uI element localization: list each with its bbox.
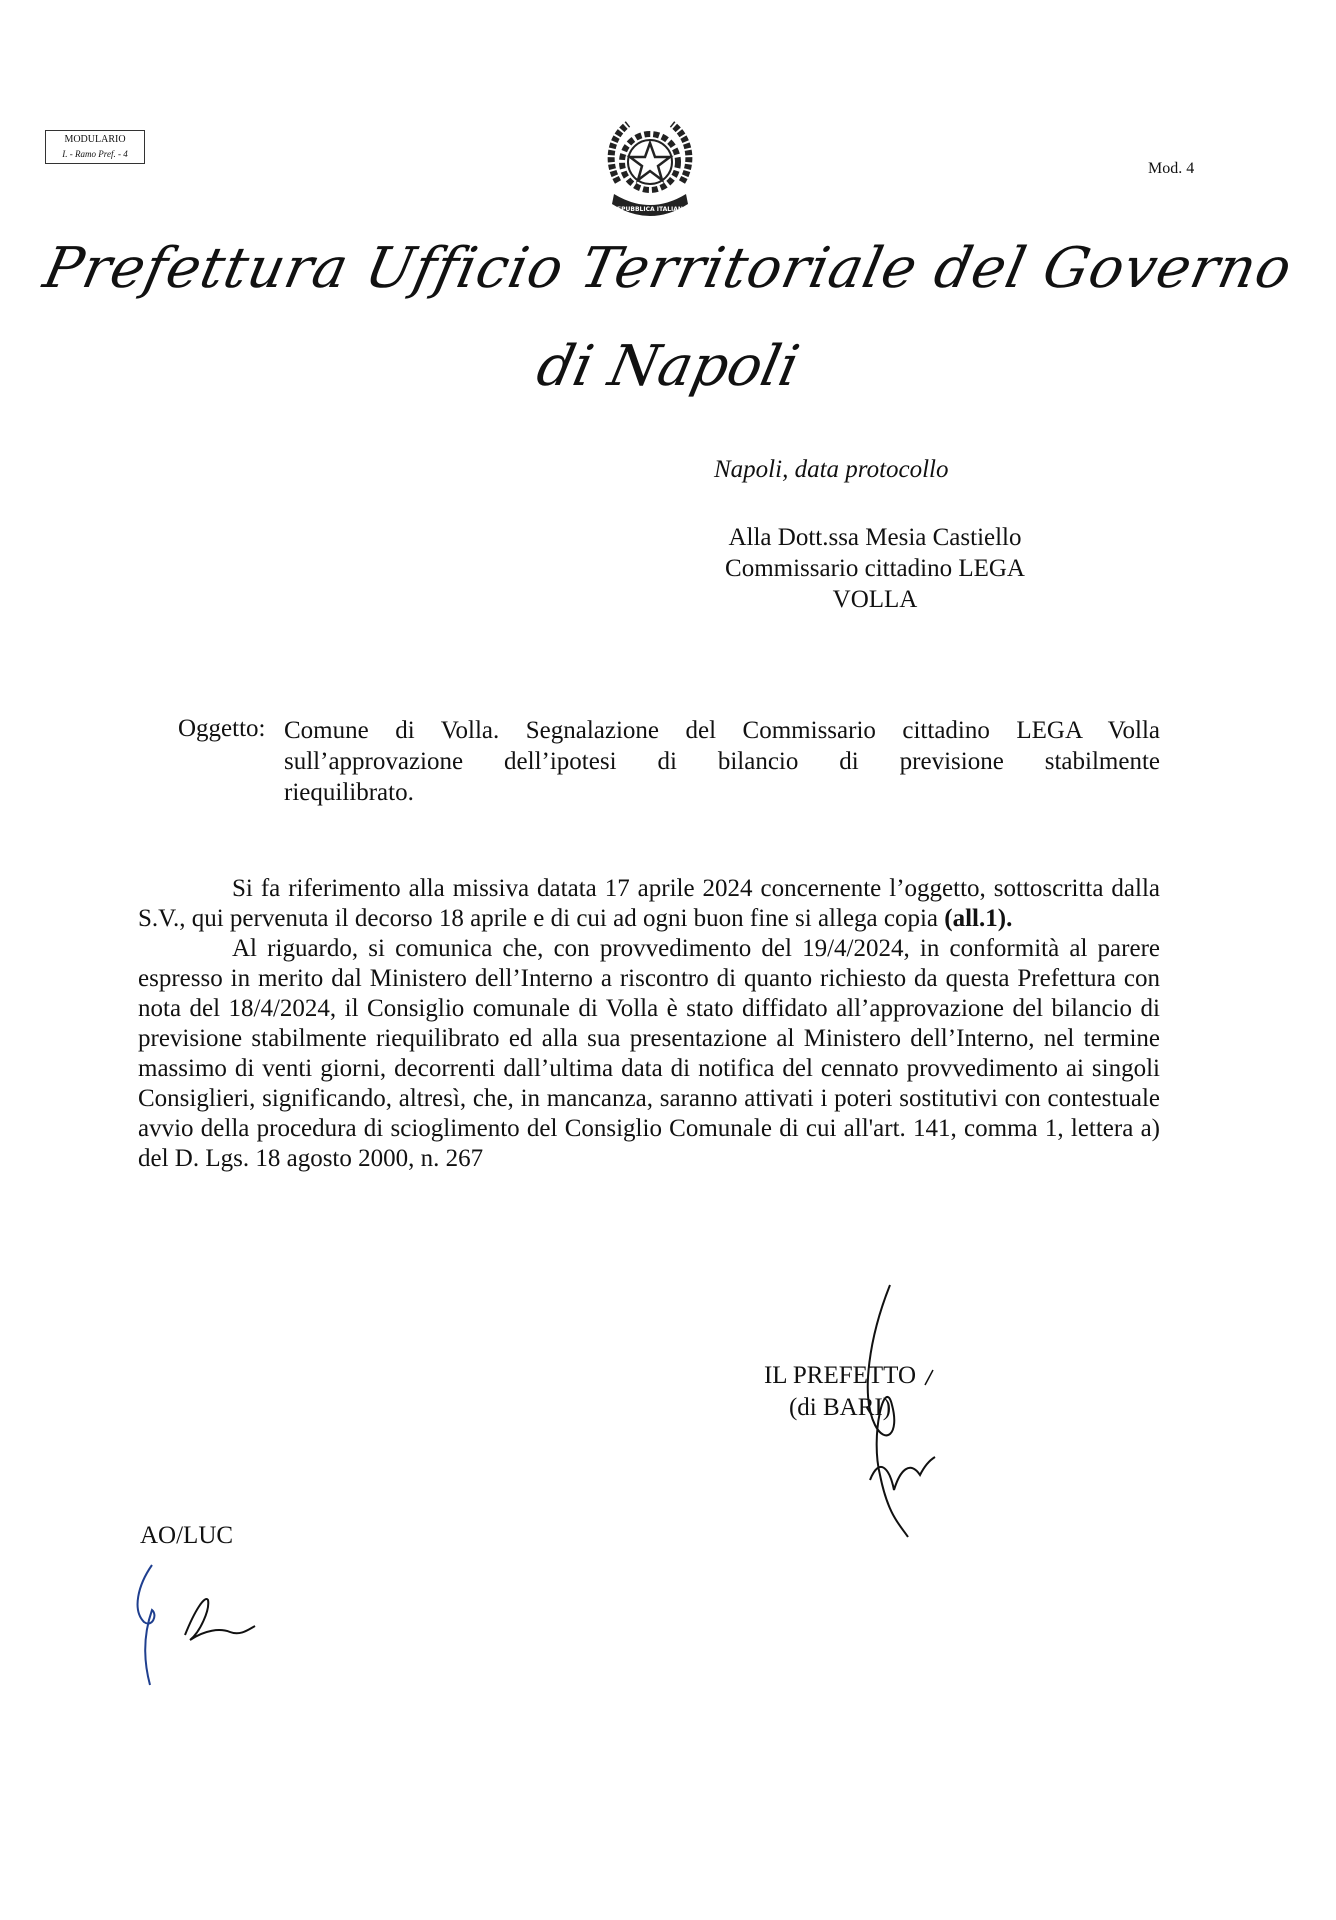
form-code-box [45,130,145,164]
subject-line3: riequilibrato. [284,779,414,806]
model-number: Mod. 4 [1148,160,1195,177]
body-paragraph-1 [138,874,1160,934]
body-paragraph-1-text: Si fa riferimento alla missiva datata 17 aprile 2024 concernente l’oggetto, sottoscritta dalla S.V., qui pervenuta il decorso 18 aprile e di cui ad ogni buon fine si allega copia [138,875,1160,932]
form-code-line2: I. - Ramo Pref. - 4 [62,149,128,159]
handwritten-initials [130,1560,290,1690]
subject-text [284,715,1160,808]
institution-name-line2: di Napoli [531,334,805,399]
emblem-icon [600,112,700,232]
recipient-role: Commissario cittadino LEGA [725,555,1025,582]
place-date: Napoli, data protocollo [714,456,949,483]
office-reference: AO/LUC [140,1522,234,1549]
subject-line2: sull’approvazione dell’ipotesi di bilancio di previsione stabilmente [284,748,1160,775]
signatory-title: IL PREFETTO [763,1362,917,1389]
subject-label: Oggetto: [178,715,266,742]
subject-line1: Comune di Volla. Segnalazione del Commissario cittadino LEGA Volla [284,717,1160,744]
emblem-ribbon-text: REPUBBLICA ITALIANA [612,206,688,213]
institution-name-line1: Prefettura Ufficio Territoriale del Governo [38,236,1298,301]
form-code-line1: MODULARIO [64,134,126,145]
italian-republic-emblem [600,112,700,232]
letter-body [138,874,1160,1174]
signatory-subtitle: (di BARI) [788,1394,892,1421]
attachment-reference: (all.1). [944,905,1013,932]
recipient-city: VOLLA [832,586,918,613]
recipient-name: Alla Dott.ssa Mesia Castiello [728,524,1022,551]
body-paragraph-2: Al riguardo, si comunica che, con provvedimento del 19/4/2024, in conformità al parere espresso in merito dal Ministero dell’Interno a riscontro di quanto richiesto da questa Prefettura con nota del 18/4/2024, il Consiglio comunale di Volla è stato diffidato all’approvazione del bilancio di previsione stabilmente riequilibrato ed alla sua presentazione al Ministero dell’Interno, nel termine massimo di venti giorni, decorrenti dall’ultima data di notifica del cennato provvedimento ai singoli Consiglieri, significando, altresì, che, in mancanza, saranno attivati i poteri sostitutivi con contestuale avvio della procedura di scioglimento del Consiglio Comunale di cui all'art. 141, comma 1, lettera a) del D. Lgs. 18 agosto 2000, n. 267 [138,935,1160,1172]
handwritten-signature [830,1275,950,1545]
